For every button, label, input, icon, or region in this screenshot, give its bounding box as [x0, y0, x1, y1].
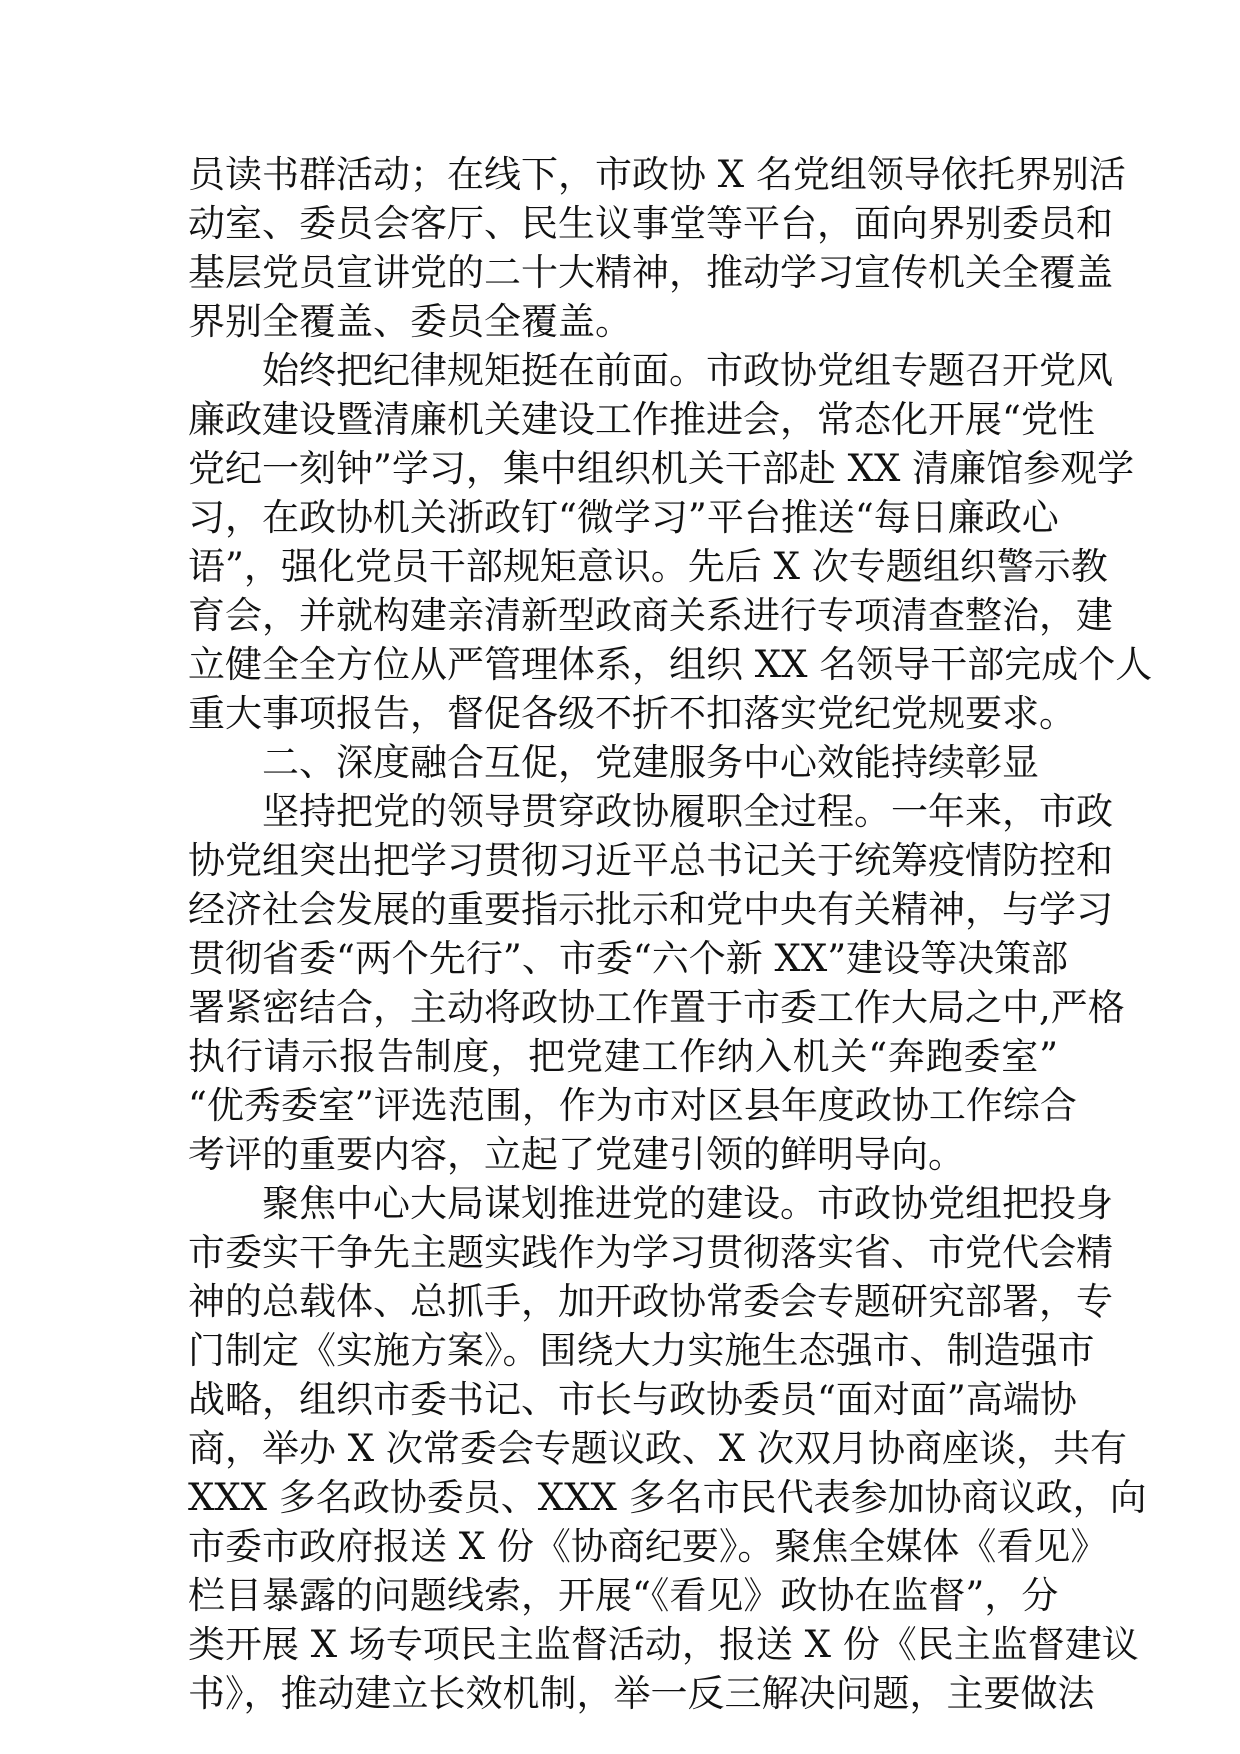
paragraph-line: 育会，并就构建亲清新型政商关系进行专项清查整治，建	[188, 594, 1113, 637]
paragraph-line: 商，举办 X 次常委会专题议政、X 次双月协商座谈，共有	[188, 1427, 1127, 1470]
paragraph-line: 立健全全方位从严管理体系，组织 XX 名领导干部完成个人	[188, 643, 1153, 686]
paragraph-line: 书》，推动建立长效机制，举一反三解决问题，主要做法	[188, 1672, 1095, 1715]
document-body	[188, 150, 1153, 1718]
paragraph-line: “优秀委室”评选范围，作为市对区县年度政协工作综合	[188, 1084, 1077, 1127]
paragraph-line: 市委市政府报送 X 份《协商纪要》。聚焦全媒体《看见》	[188, 1525, 1108, 1568]
paragraph-line: 员读书群活动；在线下，市政协 X 名党组领导依托界别活	[188, 153, 1126, 196]
paragraph-line: 门制定《实施方案》。围绕大力实施生态强市、制造强市	[188, 1329, 1095, 1372]
paragraph-line: 战略，组织市委书记、市长与政协委员“面对面”高端协	[188, 1378, 1077, 1421]
paragraph-line: 署紧密结合，主动将政协工作置于市委工作大局之中,严格	[188, 986, 1125, 1029]
paragraph-line: 类开展 X 场专项民主监督活动，报送 X 份《民主监督建议	[188, 1623, 1139, 1666]
paragraph-line: XXX 多名政协委员、XXX 多名市民代表参加协商议政，向	[188, 1476, 1147, 1519]
paragraph-line: 重大事项报告，督促各级不折不扣落实党纪党规要求。	[188, 692, 1076, 735]
paragraph-line: 协党组突出把学习贯彻习近平总书记关于统筹疫情防控和	[188, 839, 1113, 882]
section-heading: 二、深度融合互促，党建服务中心效能持续彰显	[262, 741, 1039, 784]
paragraph-line: 考评的重要内容，立起了党建引领的鲜明导向。	[188, 1133, 965, 1176]
paragraph-line: 神的总载体、总抓手，加开政协常委会专题研究部署，专	[188, 1280, 1113, 1323]
paragraph-line: 习，在政协机关浙政钉“微学习”平台推送“每日廉政心	[188, 496, 1059, 539]
paragraph-line: 栏目暴露的问题线索，开展“《看见》政协在监督”，分	[188, 1574, 1059, 1617]
paragraph-line: 语”，强化党员干部规矩意识。先后 X 次专题组织警示教	[188, 545, 1108, 588]
paragraph-line: 聚焦中心大局谋划推进党的建设。市政协党组把投身	[262, 1182, 1113, 1225]
paragraph-line: 廉政建设暨清廉机关建设工作推进会，常态化开展“党性	[188, 398, 1095, 441]
paragraph-line: 动室、委员会客厅、民生议事堂等平台，面向界别委员和	[188, 202, 1113, 245]
paragraph-line: 基层党员宣讲党的二十大精神，推动学习宣传机关全覆盖	[188, 251, 1113, 294]
paragraph-line: 经济社会发展的重要指示批示和党中央有关精神，与学习	[188, 888, 1113, 931]
paragraph-line: 执行请示报告制度，把党建工作纳入机关“奔跑委室”	[188, 1035, 1058, 1078]
paragraph-line: 市委实干争先主题实践作为学习贯彻落实省、市党代会精	[188, 1231, 1113, 1274]
paragraph-line: 贯彻省委“两个先行”、市委“六个新 XX”建设等决策部	[188, 937, 1069, 980]
paragraph-line: 始终把纪律规矩挺在前面。市政协党组专题召开党风	[262, 349, 1113, 392]
paragraph-line: 坚持把党的领导贯穿政协履职全过程。一年来，市政	[262, 790, 1113, 833]
paragraph-line: 党纪一刻钟”学习，集中组织机关干部赴 XX 清廉馆参观学	[188, 447, 1135, 490]
paragraph-line: 界别全覆盖、委员全覆盖。	[188, 300, 632, 343]
